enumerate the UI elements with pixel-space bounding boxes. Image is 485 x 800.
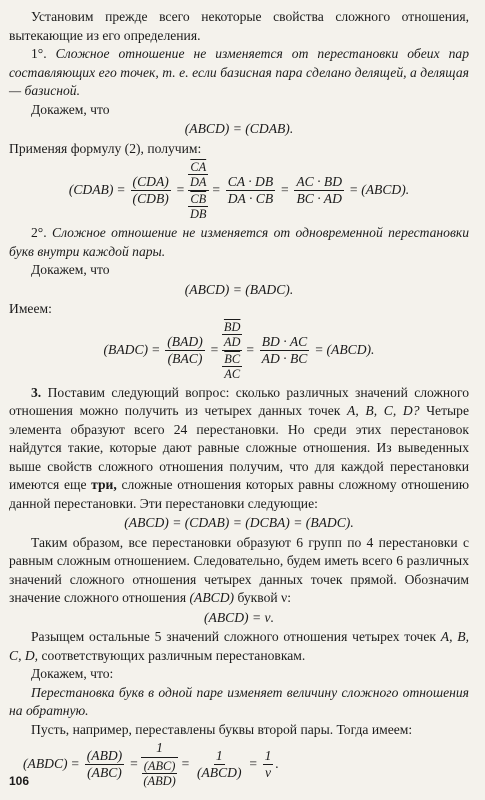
page-number: 106 <box>9 774 30 788</box>
property-1 <box>9 45 469 101</box>
eq2-fraction-1: $\frac{\text{(CDA)}}{\text{(CDB)}}$ <box>132 174 169 206</box>
rest-paragraph: Разыщем остальные 5 значений сложного отношения четырех точек A, B, C, D, соответствующих различным перестановкам. <box>9 629 469 663</box>
eq7-compound-fraction: 1 $\frac{\text{(ABC)}}{\text{(ABD)}}$ <box>143 740 176 788</box>
eq4-fraction-3: $\frac{BD \cdot AC}{AD \cdot BC}$ <box>261 333 308 366</box>
equation-1: (ABCD) = (CDAB). <box>184 121 294 136</box>
section-3-three: три, <box>91 477 117 492</box>
prove-2-line: Докажем, что <box>31 262 110 277</box>
apply-formula-line: Применяя формулу (2), получим: <box>9 140 202 156</box>
prove-1-line: Докажем, что <box>31 101 110 117</box>
eq7-fraction-4: $\frac{1}{\nu}$ <box>264 747 272 780</box>
groups-paragraph: Таким образом, все перестановки образуют 6 групп по 4 перестановки с равным сложным отношением. Следовательно, будем иметь всего 6 различных значений сложного отношения четырех данных точек прямой. Обозначим значение сложного отношения (ABCD) буквой ν: <box>9 534 469 605</box>
eq4-rhs: (ABCD). <box>326 341 375 357</box>
equation-4: (BADC) = $\frac{\text{(BAD)}}{\text{(BAC)}}$ = $\frac{\overline{BD}}{AD}$ $\frac{\overline{BC}}{AC}$ = $\frac{BD \cdot AC}{AD \cdot BC}$ = (ABCD). <box>103 319 375 381</box>
eq2-rhs: (ABCD). <box>361 182 410 198</box>
prove-3-line: Докажем, что: <box>31 666 114 681</box>
eq7-fraction-3: $\frac{1}{\text{(ABCD)}}$ <box>196 747 242 780</box>
let-paragraph: Пусть, например, переставлены буквы второй пары. Тогда имеем: <box>31 721 413 737</box>
section-3-paragraph: 3. Поставим следующий вопрос: сколько различных значений сложного отношения можно получить из четырех данных точек A, B, C, D? Четыре элемента образуют всего 24 перестановки. Но среди этих перестановок найдутся такие, которые дают равные сложные отношения. Из выведенных выше свойств сложного отношения получим, что для каждой перестановки имеются еще три, сложные отношения которых равны сложному отношению данной перестановки. Эти перестановки следующие: <box>9 384 470 511</box>
property-1-text: Сложное отношение не изменяется от перестановки обеих пар составляющих его точек, т. е. если базисная пара сделано делящей, а делящая — базисной. <box>9 46 469 98</box>
equation-2: (CDAB) = $\frac{\text{(CDA)}}{\text{(CDB)}}$ = $\frac{\overline{CA}}{DA}$ $\frac{\overline{CB}}{DB}$ = $\frac{CA \cdot DB}{DA \cdot CB}$ = $\frac{AC \cdot BD}{BC \cdot AD}$ = (ABCD). <box>68 160 410 221</box>
equation-3: (ABCD) = (BADC). <box>184 281 294 297</box>
claim-text: Перестановка букв в одной паре изменяет величину сложного отношения на обратную. <box>9 684 469 718</box>
eq2-lhs: (CDAB) <box>68 182 114 198</box>
eq2-compound-fraction: $\frac{\overline{CA}}{DA}$ $\frac{\overline{CB}}{DB}$ <box>189 160 207 221</box>
have-line: Имеем: <box>9 301 52 316</box>
intro-paragraph: Установим прежде всего некоторые свойства сложного отношения, вытекающие из его определения. <box>9 9 469 43</box>
eq4-lhs: (BADC) <box>103 341 149 357</box>
eq7-lhs: (ABDC) <box>23 755 68 771</box>
property-1-number: 1°. <box>31 46 47 61</box>
eq2-fraction-4: $\frac{AC \cdot BD}{BC \cdot AD}$ <box>296 174 343 206</box>
eq4-compound-fraction: $\frac{\overline{BD}}{AD}$ $\frac{\overline{BC}}{AC}$ <box>223 319 241 381</box>
eq4-fraction-1: $\frac{\text{(BAD)}}{\text{(BAC)}}$ <box>167 333 203 366</box>
equation-5: (ABCD) = (CDAB) = (DCBA) = (BADC). <box>124 515 354 530</box>
section-3-points: A, B, C, D? <box>347 403 420 418</box>
property-2-number: 2°. <box>31 225 47 240</box>
equation-7: (ABDC) = $\frac{\text{(ABD)}}{\text{(ABC)}}$ = 1 $\frac{\text{(ABC)}}{\text{(ABD)}}$ = $\frac{1}{\text{(ABCD)}}$ = $\frac{1}{\nu}$ . <box>23 740 279 788</box>
property-2-text: Сложное отношение не изменяется от одновременной перестановки букв внутри каждой пары. <box>9 225 470 259</box>
equation-6: (ABCD) = ν. <box>204 609 274 625</box>
section-3-number: 3. <box>31 384 42 400</box>
property-2 <box>9 224 469 261</box>
eq7-fraction-1: $\frac{\text{(ABD)}}{\text{(ABC)}}$ <box>86 747 123 780</box>
eq2-fraction-3: $\frac{CA \cdot DB}{DA \cdot CB}$ <box>227 174 274 206</box>
